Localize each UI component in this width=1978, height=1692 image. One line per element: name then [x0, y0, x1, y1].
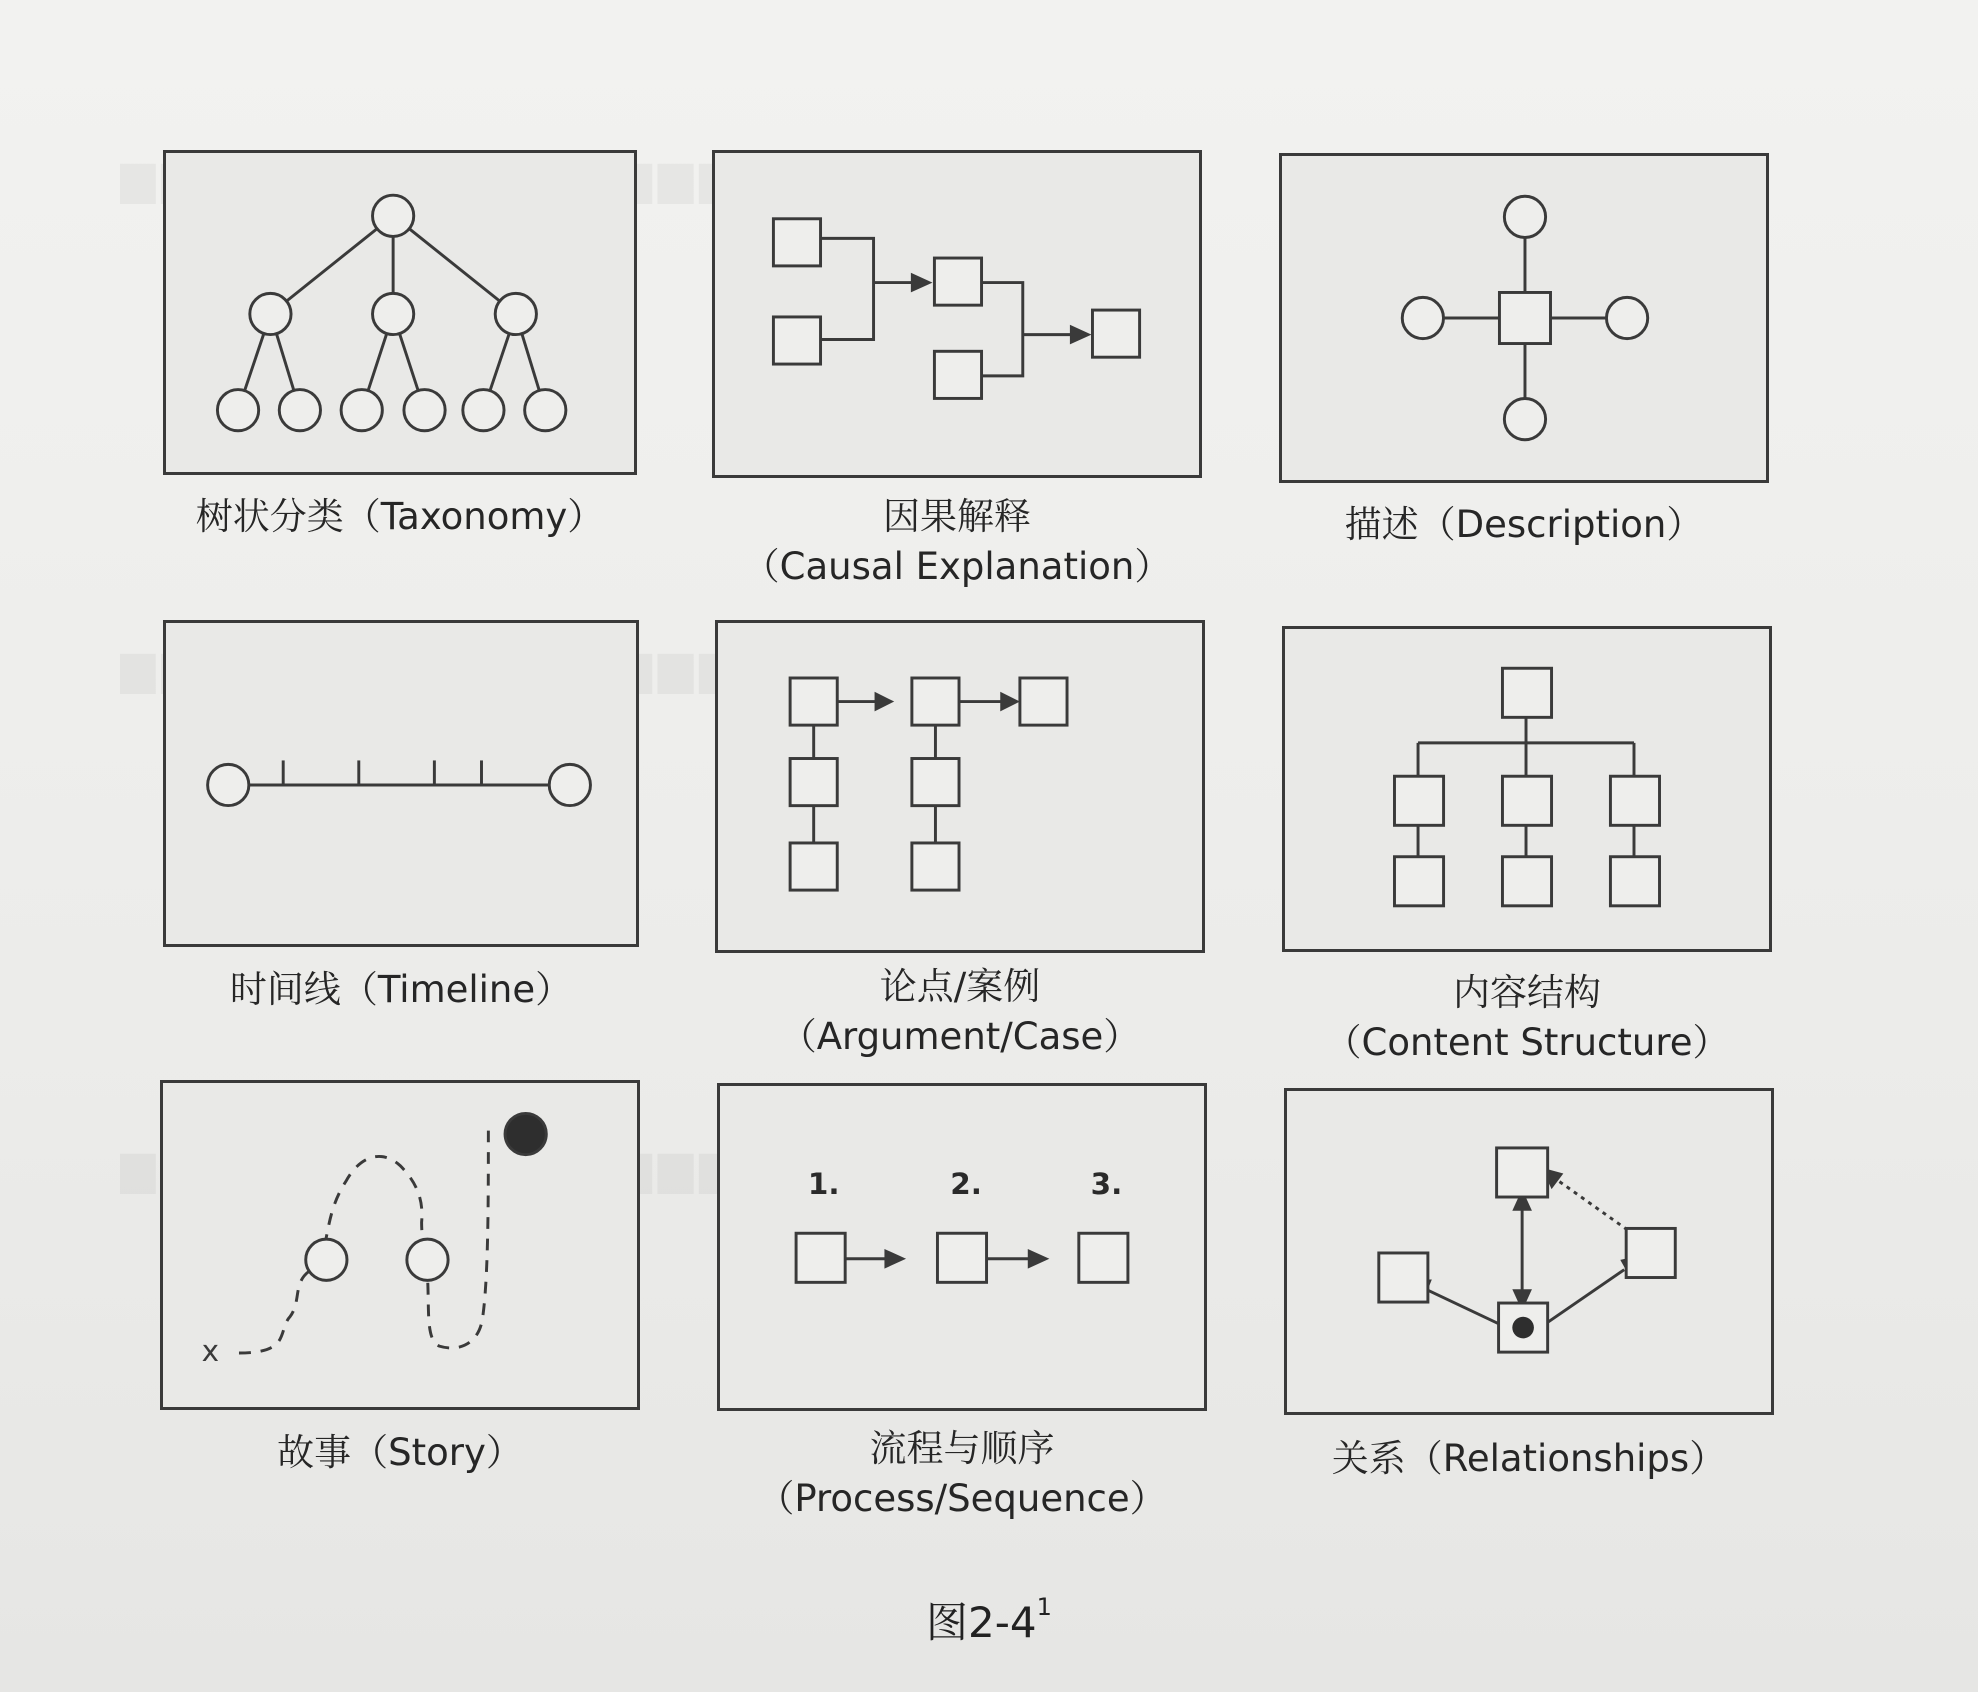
caption-zh: 流程与顺序 [869, 1427, 1055, 1470]
caption-zh: 论点/案例 [879, 965, 1041, 1008]
caption-en: （Argument/Case） [779, 1015, 1141, 1058]
panel-timeline [163, 620, 639, 947]
caption-en: （Content Structure） [1324, 1021, 1730, 1064]
causal-explanation-diagram [715, 153, 1199, 475]
step-number: 1. [807, 1166, 840, 1201]
caption-en: （Causal Explanation） [742, 545, 1172, 588]
caption-en: （Taxonomy） [343, 495, 605, 538]
figure-label: 图2-4 [926, 1598, 1037, 1647]
caption-argument-case [715, 962, 1205, 1062]
caption-zh: 因果解释 [883, 495, 1031, 538]
caption-story [160, 1428, 640, 1478]
process-sequence-diagram [720, 1086, 1204, 1408]
caption-zh: 内容结构 [1453, 971, 1601, 1014]
caption-zh: 树状分类 [195, 495, 344, 538]
caption-en: （Story） [351, 1431, 523, 1474]
relationships-diagram [1287, 1091, 1771, 1412]
story-start-mark: x [201, 1333, 220, 1368]
caption-content-structure [1282, 968, 1772, 1068]
caption-zh: 关系 [1331, 1437, 1406, 1480]
caption-process-sequence [717, 1424, 1207, 1524]
argument-case-diagram [718, 623, 1202, 950]
caption-relationships [1284, 1434, 1774, 1484]
panel-taxonomy [163, 150, 637, 475]
step-number: 3. [1090, 1166, 1123, 1201]
caption-timeline [163, 965, 639, 1015]
description-diagram [1282, 156, 1766, 480]
step-number: 2. [950, 1166, 982, 1201]
panel-process-sequence [717, 1083, 1207, 1411]
panel-story [160, 1080, 640, 1410]
caption-en: （Relationships） [1405, 1437, 1727, 1480]
footnote-mark: 1 [1036, 1593, 1052, 1621]
panel-content-structure [1282, 626, 1772, 952]
taxonomy-tree-diagram [166, 153, 634, 472]
caption-zh: 时间线 [229, 968, 341, 1011]
caption-en: （Description） [1418, 503, 1704, 546]
panel-description [1279, 153, 1769, 483]
panel-relationships [1284, 1088, 1774, 1415]
caption-zh: 描述 [1344, 503, 1419, 546]
caption-en: （Timeline） [340, 968, 573, 1011]
story-diagram [163, 1083, 637, 1407]
figure-caption [0, 1590, 1978, 1650]
caption-description [1279, 500, 1769, 550]
caption-en: （Process/Sequence） [757, 1477, 1167, 1520]
caption-causal-explanation [712, 492, 1202, 592]
panel-causal-explanation [712, 150, 1202, 478]
caption-taxonomy [163, 492, 637, 542]
timeline-diagram [166, 623, 636, 944]
panel-argument-case [715, 620, 1205, 953]
content-structure-diagram [1285, 629, 1769, 949]
caption-zh: 故事 [277, 1431, 352, 1474]
story-end-dot [505, 1113, 546, 1154]
